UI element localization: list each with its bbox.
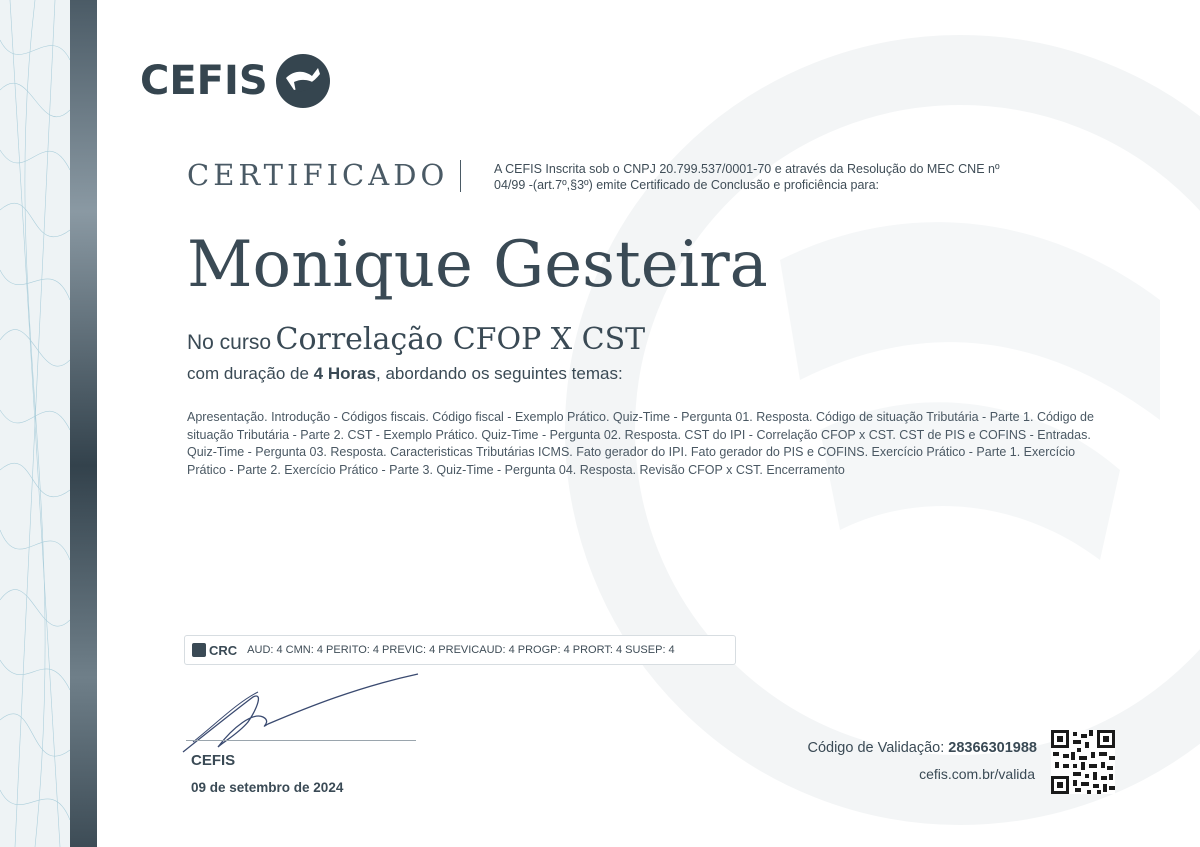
signature-scribble (178, 672, 423, 762)
validation-url[interactable]: cefis.com.br/valida (919, 766, 1035, 782)
duration-line (187, 364, 623, 384)
recipient-name: Monique Gesteira (187, 228, 768, 302)
crc-label: CRC (209, 642, 238, 658)
duration-prefix: com duração de (187, 364, 309, 383)
left-accent-bar (70, 0, 97, 847)
crc-icon (192, 643, 237, 658)
course-prefix: No curso (187, 331, 272, 354)
cefis-book-icon (274, 52, 332, 110)
validation-code (807, 740, 1037, 756)
certificate-intro: A CEFIS Inscrita sob o CNPJ 20.799.537/0001-70 e através da Resolução do MEC CNE nº 04/99 -(art.7º,§3º) emite Certificado de Conclusão e proficiência para: (494, 162, 1000, 192)
issuer-name: CEFIS (191, 752, 236, 769)
course-name: Correlação CFOP X CST (275, 322, 646, 357)
crc-details: AUD: 4 CMN: 4 PERITO: 4 PREVIC: 4 PREVICAUD: 4 PROGP: 4 PRORT: 4 SUSEP: 4 (247, 644, 675, 656)
crc-box (184, 635, 736, 665)
signature-line (186, 740, 416, 741)
title-divider (460, 160, 461, 192)
course-topics: Apresentação. Introdução - Códigos fiscais. Código fiscal - Exemplo Prático. Quiz-Time - Pergunta 01. Resposta. Código de situação Tributária - Parte 1. Código de situação Tributária - Parte 2. CST - Exemplo Prático. Quiz-Time - Pergunta 02. Resposta. CST do IPI - Correlação CFOP x CST. CST de PIS e COFINS - Entradas. Quiz-Time - Pergunta 03. Resposta. Caracteristicas Tributárias ICMS. Fato gerador do IPI. Fato gerador do PIS e COFINS. Exercício Prático - Parte 1. Exercício Prático - Parte 2. Exercício Prático - Parte 3. Quiz-Time - Pergunta 04. Resposta. Revisão CFOP x CST. Encerramento (187, 410, 1094, 477)
duration-value: 4 Horas (313, 364, 377, 383)
course-line (187, 322, 645, 357)
validation-label: Código de Validação: (807, 740, 945, 756)
cefis-logo (140, 52, 332, 110)
logo-text: CEFIS (140, 58, 268, 104)
qr-code[interactable] (1051, 730, 1115, 794)
duration-suffix: , abordando os seguintes temas: (376, 364, 623, 383)
issue-date: 09 de setembro de 2024 (191, 780, 344, 795)
validation-number: 28366301988 (948, 740, 1037, 756)
certificate-title: CERTIFICADO (187, 158, 449, 192)
left-decorative-pattern (0, 0, 70, 847)
